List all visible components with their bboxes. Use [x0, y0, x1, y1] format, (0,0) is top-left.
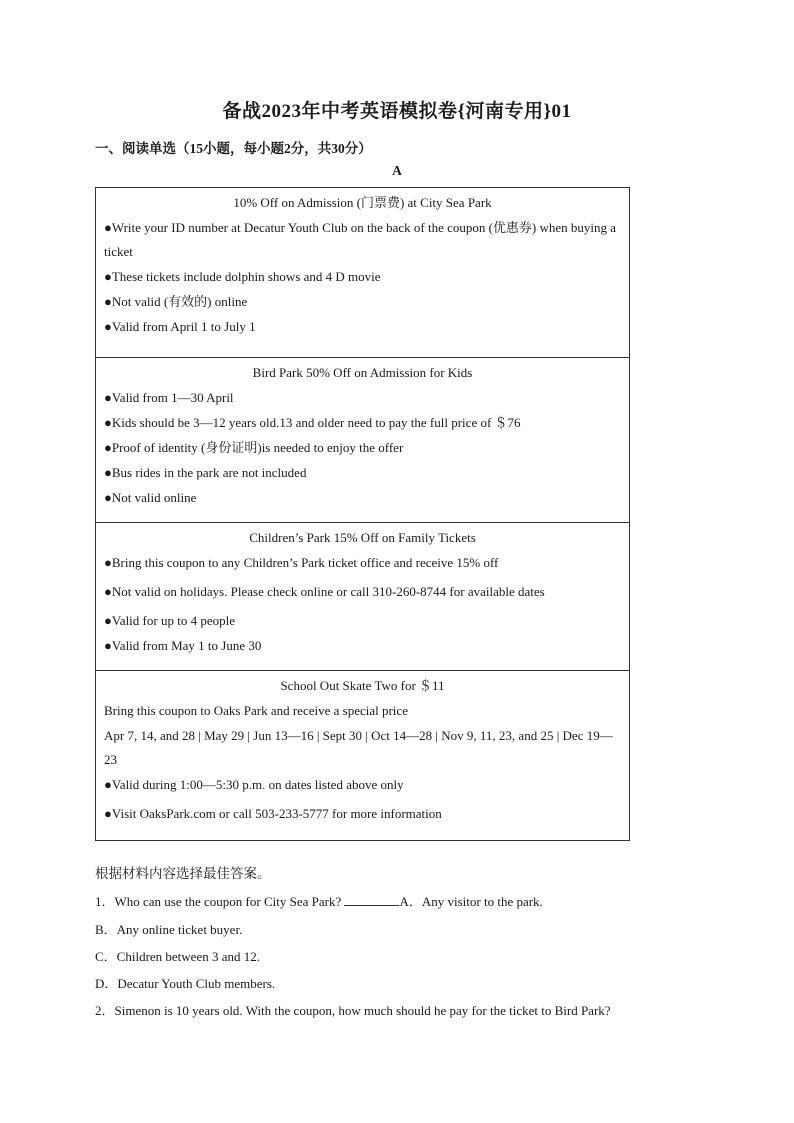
- passage-label: A: [392, 163, 402, 178]
- coupon-line: ●Not valid online: [104, 490, 197, 505]
- answer-blank[interactable]: [344, 893, 399, 906]
- coupon-line: ●Not valid on holidays. Please check online or call 310-260-8744 for available dates: [104, 584, 545, 599]
- question-2: 2．Simenon is 10 years old. With the coupon, how much should he pay for the ticket to Bird Park?: [95, 1003, 611, 1018]
- coupon-line: ●Valid from April 1 to July 1: [104, 319, 256, 334]
- coupon-heading: School Out Skate Two for ＄11: [280, 678, 445, 693]
- coupon-line: ●Kids should be 3—12 years old.13 and older need to pay the full price of ＄76: [104, 415, 521, 430]
- instruction: 根据材料内容选择最佳答案。: [95, 866, 271, 882]
- option-b: B．Any online ticket buyer.: [95, 922, 243, 937]
- coupon-heading: Bird Park 50% Off on Admission for Kids: [252, 365, 473, 380]
- coupon-line: Apr 7, 14, and 28 | May 29 | Jun 13—16 | Sept 30 | Oct 14—28 | Nov 9, 11, 23, and 25 | Dec 19—23: [104, 728, 613, 767]
- coupon-heading: Children’s Park 15% Off on Family Tickets: [249, 530, 476, 545]
- document-title: 备战2023年中考英语模拟卷{河南专用}01: [222, 101, 572, 122]
- coupon-oaks-park: [96, 670, 629, 840]
- coupon-line: ●Bring this coupon to any Children’s Park ticket office and receive 15% off: [104, 555, 499, 570]
- question-stem: 1．Who can use the coupon for City Sea Park?: [95, 894, 345, 909]
- coupon-line: ●Valid from 1—30 April: [104, 390, 234, 405]
- coupon-childrens-park: [96, 522, 629, 670]
- coupon-line: ●Bus rides in the park are not included: [104, 465, 307, 480]
- coupon-line: ●Write your ID number at Decatur Youth Club on the back of the coupon (优惠券) when buying a ticket: [104, 220, 617, 259]
- coupon-table: [95, 187, 630, 841]
- coupon-line: ●These tickets include dolphin shows and 4 D movie: [104, 269, 381, 284]
- section-heading: 一、阅读单选（15小题，每小题2分，共30分）: [95, 141, 372, 156]
- question-1: [95, 891, 715, 910]
- coupon-heading: 10% Off on Admission (门票费) at City Sea Park: [233, 195, 492, 210]
- coupon-sea-park: [96, 191, 629, 357]
- coupon-bird-park: [96, 357, 629, 522]
- coupon-line: ●Proof of identity (身份证明)is needed to enjoy the offer: [104, 440, 404, 455]
- coupon-line: ●Valid for up to 4 people: [104, 613, 235, 628]
- coupon-line: ●Visit OaksPark.com or call 503-233-5777 for more information: [104, 806, 442, 821]
- coupon-line: ●Not valid (有效的) online: [104, 294, 248, 309]
- coupon-line: ●Valid during 1:00—5:30 p.m. on dates listed above only: [104, 777, 404, 792]
- coupon-line: ●Valid from May 1 to June 30: [104, 638, 262, 653]
- option-a: A．Any visitor to the park.: [399, 894, 543, 909]
- coupon-line: Bring this coupon to Oaks Park and receive a special price: [104, 703, 408, 718]
- option-d: D．Decatur Youth Club members.: [95, 976, 276, 991]
- option-c: C．Children between 3 and 12.: [95, 949, 260, 964]
